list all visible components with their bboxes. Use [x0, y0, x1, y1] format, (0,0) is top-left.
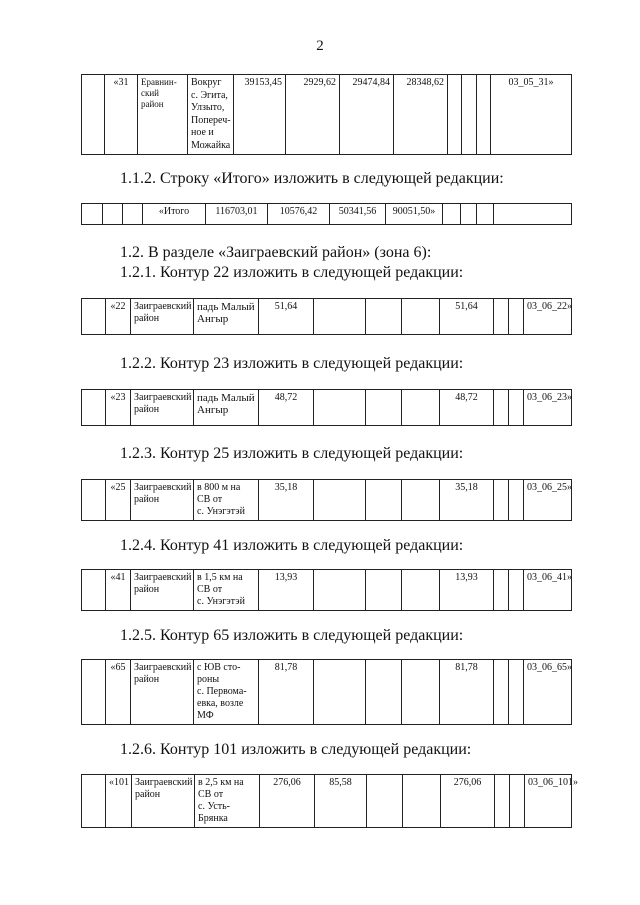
- code-cell: 03_06_23»: [524, 390, 572, 426]
- value-cell: 90051,50»: [386, 204, 443, 225]
- district-cell: Еравнин- ский район: [138, 75, 188, 155]
- value-cell: 85,58: [315, 775, 367, 828]
- empty-cell: [509, 570, 524, 611]
- empty-cell: [82, 390, 106, 426]
- row-number: «65: [106, 660, 131, 725]
- empty-cell: [494, 660, 509, 725]
- code-cell: 03_06_41»: [524, 570, 572, 611]
- empty-cell: [443, 204, 461, 225]
- district-cell: Заиграевский район: [131, 390, 194, 426]
- empty-cell: [494, 204, 572, 225]
- empty-cell: [366, 570, 402, 611]
- empty-cell: [402, 660, 440, 725]
- district-cell: Заиграевский район: [132, 775, 195, 828]
- empty-cell: [477, 75, 491, 155]
- row-number: «23: [106, 390, 131, 426]
- empty-cell: [509, 480, 524, 521]
- table-contour-22: [81, 298, 572, 335]
- location-cell: падь Малый Ангыр: [194, 299, 259, 335]
- row-number: «31: [105, 75, 138, 155]
- row-number: «41: [106, 570, 131, 611]
- section-heading: 1.2.1. Контур 22 изложить в следующей редакции:: [120, 264, 464, 281]
- empty-cell: [477, 204, 494, 225]
- table-contour-65: [81, 659, 572, 725]
- empty-cell: [123, 204, 143, 225]
- code-cell: 03_06_22»: [524, 299, 572, 335]
- area-cell: 81,78: [440, 660, 494, 725]
- table-contour-23: [81, 389, 572, 426]
- location-cell: в 800 м на СВ от с. Унэгэтэй: [194, 480, 259, 521]
- total-label: «Итого: [143, 204, 206, 225]
- empty-cell: [509, 660, 524, 725]
- empty-cell: [461, 204, 477, 225]
- value-cell: 29474,84: [340, 75, 394, 155]
- value-cell: 50341,56: [330, 204, 386, 225]
- empty-cell: [494, 390, 509, 426]
- empty-cell: [509, 299, 524, 335]
- section-heading: 1.2.3. Контур 25 изложить в следующей редакции:: [120, 445, 464, 462]
- empty-cell: [509, 390, 524, 426]
- location-cell: с ЮВ сто- роны с. Первома- евка, возле МФ: [194, 660, 259, 725]
- code-cell: 03_05_31»: [491, 75, 572, 155]
- empty-cell: [82, 775, 106, 828]
- value-cell: 39153,45: [234, 75, 286, 155]
- table-contour-41: [81, 569, 572, 611]
- empty-cell: [366, 390, 402, 426]
- empty-cell: [495, 775, 510, 828]
- location-cell: в 2,5 км на СВ от с. Усть- Брянка: [195, 775, 260, 828]
- location-cell: Вокруг с. Эгита, Улзыто, Попереч- ное и Можайка: [188, 75, 234, 155]
- empty-cell: [314, 570, 366, 611]
- section-heading: 1.2.4. Контур 41 изложить в следующей редакции:: [120, 537, 464, 554]
- empty-cell: [366, 660, 402, 725]
- location-cell: падь Малый Ангыр: [194, 390, 259, 426]
- area-cell: 51,64: [440, 299, 494, 335]
- area-cell: 35,18: [440, 480, 494, 521]
- section-heading: 1.2.6. Контур 101 изложить в следующей редакции:: [120, 741, 472, 758]
- empty-cell: [510, 775, 525, 828]
- district-cell: Заиграевский район: [131, 660, 194, 725]
- empty-cell: [494, 570, 509, 611]
- empty-cell: [314, 299, 366, 335]
- table-contour-101: [81, 774, 578, 828]
- table-contour-31: [81, 74, 572, 155]
- district-cell: Заиграевский район: [131, 570, 194, 611]
- code-cell: 03_06_101»: [525, 775, 572, 828]
- code-cell: 03_06_25»: [524, 480, 572, 521]
- empty-cell: [82, 660, 106, 725]
- area-cell: 13,93: [440, 570, 494, 611]
- area-cell: 48,72: [259, 390, 314, 426]
- value-cell: 116703,01: [206, 204, 268, 225]
- empty-cell: [82, 299, 106, 335]
- empty-cell: [494, 299, 509, 335]
- empty-cell: [402, 570, 440, 611]
- empty-cell: [82, 204, 103, 225]
- area-cell: 51,64: [259, 299, 314, 335]
- district-cell: Заиграевский район: [131, 480, 194, 521]
- empty-cell: [366, 299, 402, 335]
- empty-cell: [403, 775, 441, 828]
- row-number: «101: [106, 775, 132, 828]
- row-number: «22: [106, 299, 131, 335]
- page-number: 2: [316, 38, 324, 54]
- empty-cell: [367, 775, 403, 828]
- empty-cell: [448, 75, 462, 155]
- location-cell: в 1,5 км на СВ от с. Унэгэтэй: [194, 570, 259, 611]
- area-cell: 276,06: [441, 775, 495, 828]
- empty-cell: [314, 660, 366, 725]
- table-contour-25: [81, 479, 572, 521]
- section-heading: 1.2.2. Контур 23 изложить в следующей редакции:: [120, 355, 464, 372]
- empty-cell: [82, 75, 105, 155]
- empty-cell: [494, 480, 509, 521]
- area-cell: 81,78: [259, 660, 314, 725]
- section-heading: 1.2.5. Контур 65 изложить в следующей редакции:: [120, 627, 464, 644]
- empty-cell: [462, 75, 477, 155]
- empty-cell: [82, 570, 106, 611]
- empty-cell: [82, 480, 106, 521]
- empty-cell: [314, 390, 366, 426]
- area-cell: 276,06: [260, 775, 315, 828]
- value-cell: 2929,62: [286, 75, 340, 155]
- value-cell: 10576,42: [268, 204, 330, 225]
- section-heading: 1.2. В разделе «Заиграевский район» (зона 6):: [120, 244, 432, 261]
- row-number: «25: [106, 480, 131, 521]
- empty-cell: [103, 204, 123, 225]
- value-cell: 28348,62: [394, 75, 448, 155]
- area-cell: 13,93: [259, 570, 314, 611]
- section-heading: 1.1.2. Строку «Итого» изложить в следующей редакции:: [120, 170, 504, 187]
- empty-cell: [366, 480, 402, 521]
- district-cell: Заиграевский район: [131, 299, 194, 335]
- table-total: [81, 203, 572, 225]
- area-cell: 35,18: [259, 480, 314, 521]
- code-cell: 03_06_65»: [524, 660, 572, 725]
- empty-cell: [402, 480, 440, 521]
- empty-cell: [402, 299, 440, 335]
- empty-cell: [314, 480, 366, 521]
- empty-cell: [402, 390, 440, 426]
- area-cell: 48,72: [440, 390, 494, 426]
